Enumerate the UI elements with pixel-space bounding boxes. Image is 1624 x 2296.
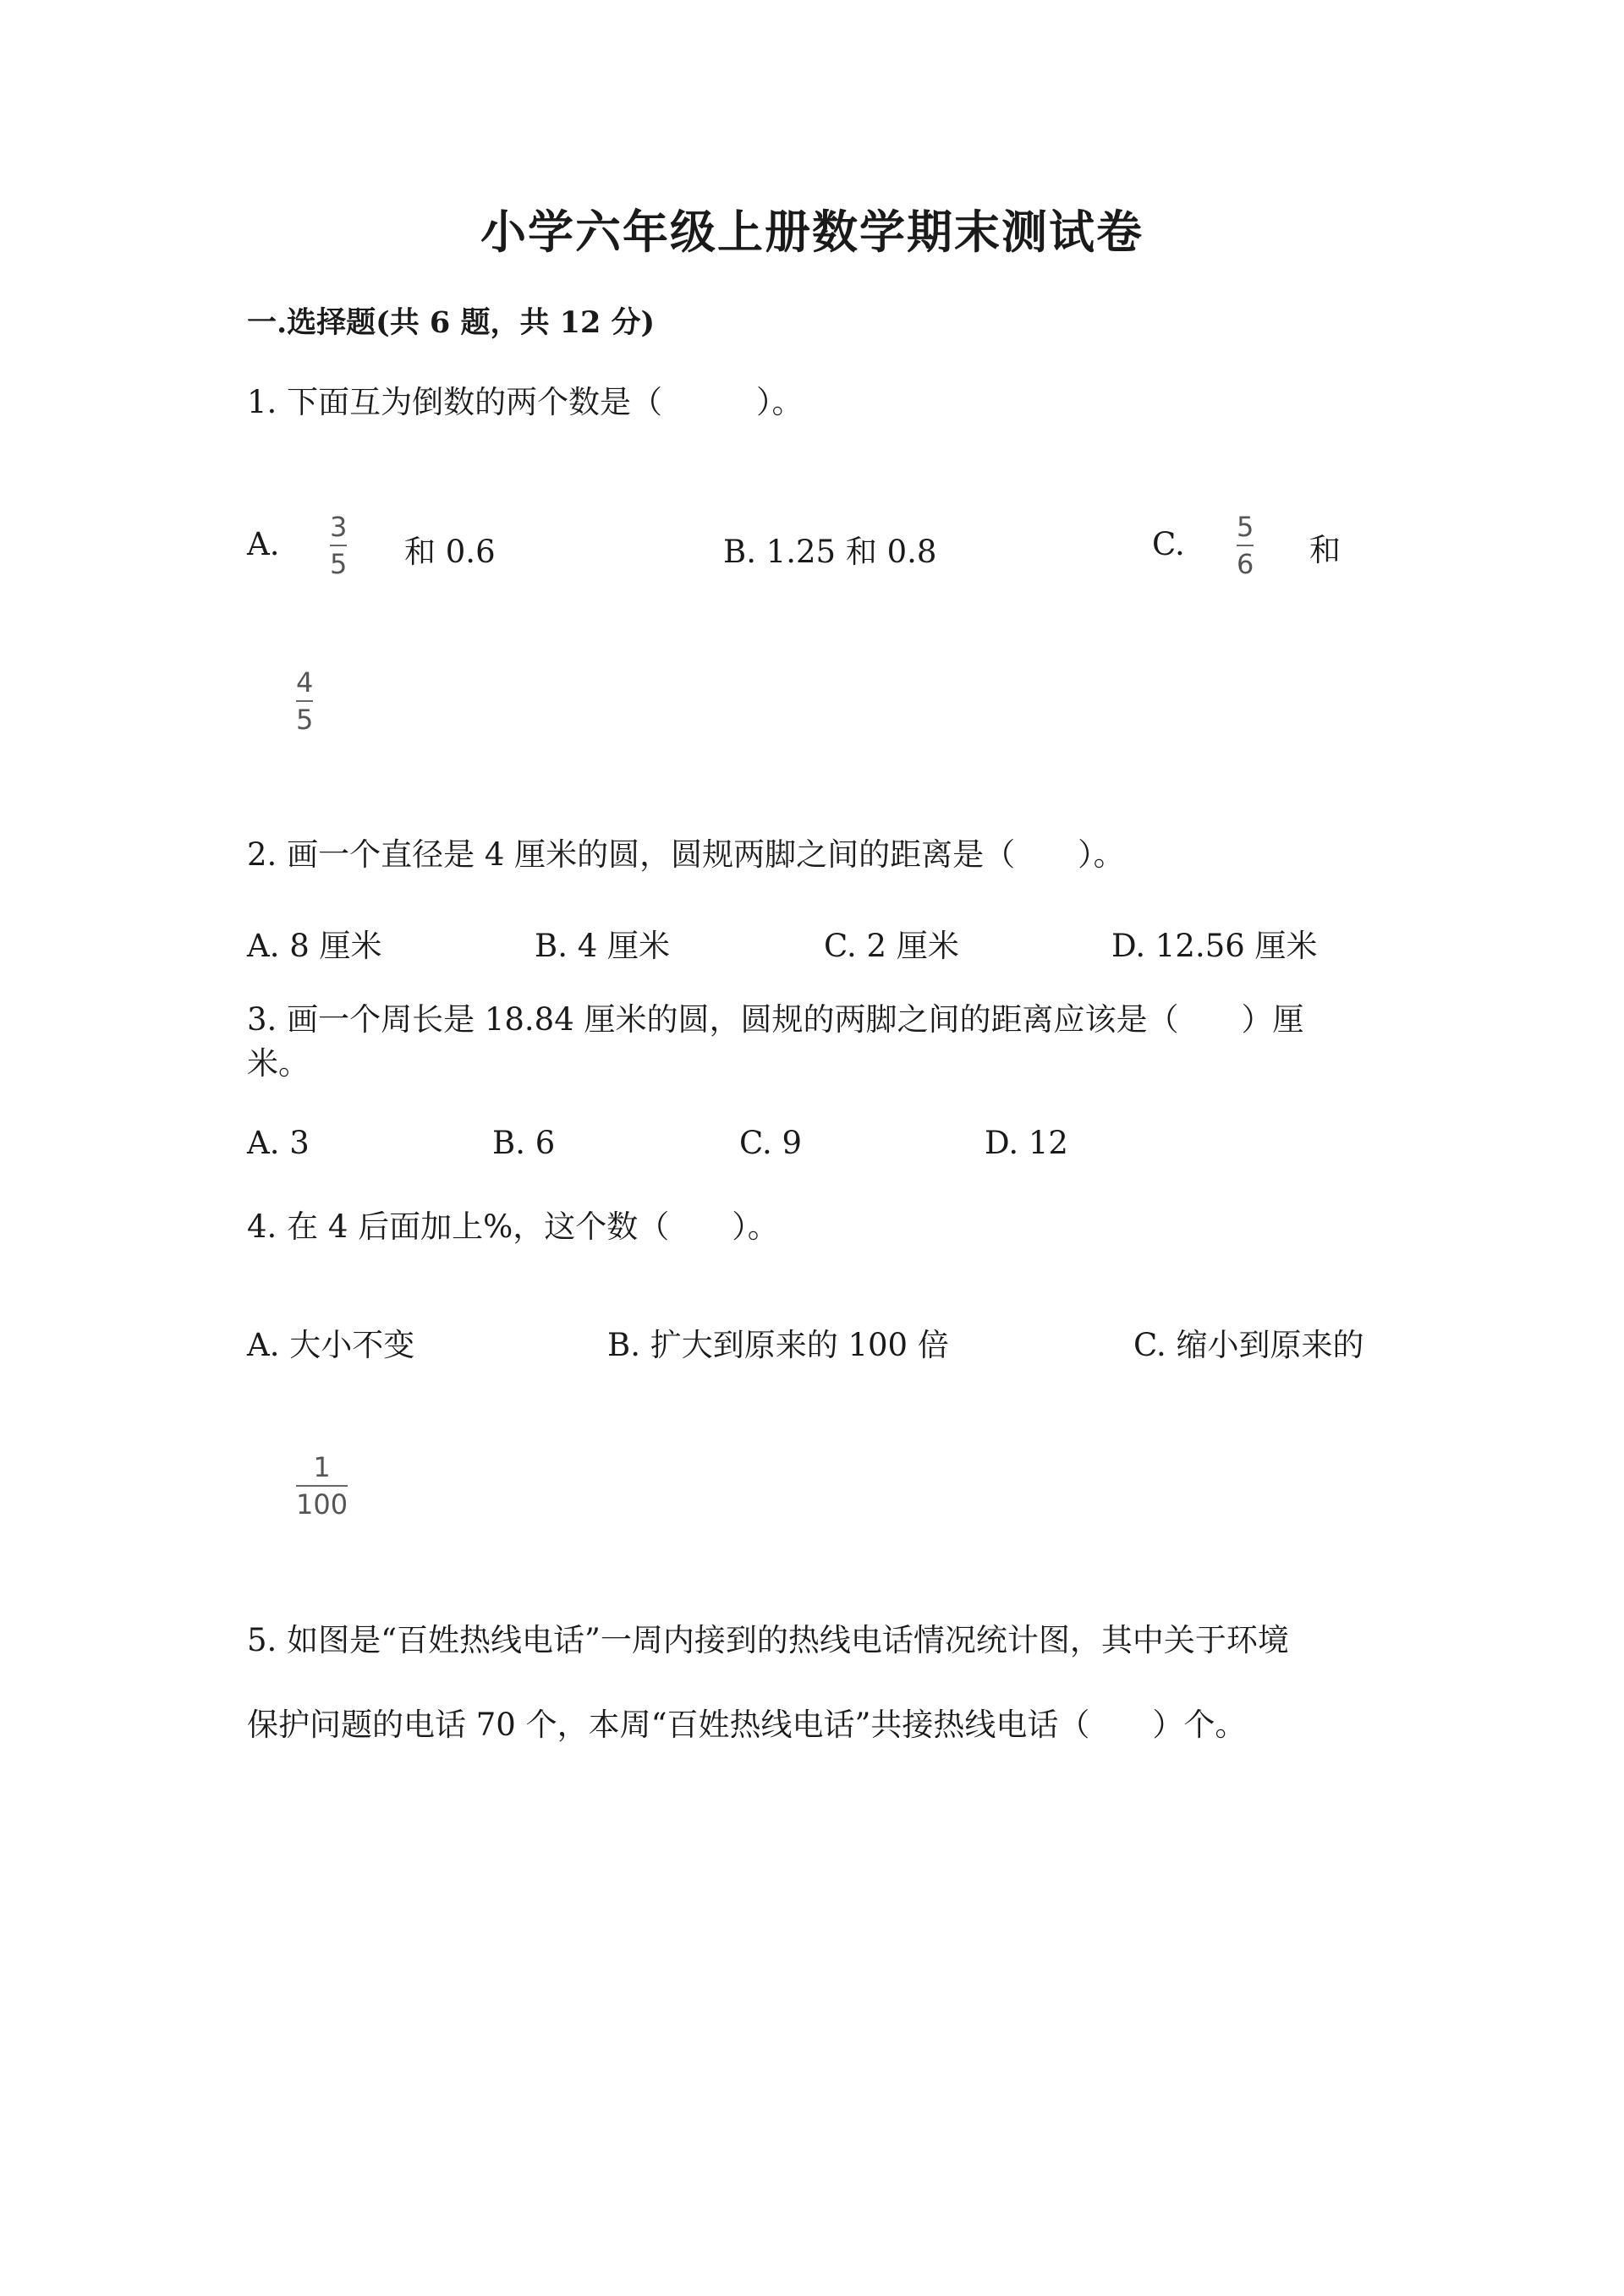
section-heading-choice: 一.选择题(共 6 题，共 12 分) xyxy=(247,305,656,340)
question-5-stem-line-1: 5. 如图是“百姓热线电话”一周内接到的热线电话情况统计图，其中关于环境 xyxy=(247,1622,1289,1658)
fraction-denominator: 5 xyxy=(330,548,348,580)
fraction-bar xyxy=(296,700,313,702)
q2-option-c: C. 2 厘米 xyxy=(824,928,959,964)
question-2-stem: 2. 画一个直径是 4 厘米的圆，圆规两脚之间的距离是（ ）。 xyxy=(247,836,1125,873)
q1-option-a-text: 和 0.6 xyxy=(404,534,496,570)
q4-option-a: A. 大小不变 xyxy=(247,1327,415,1363)
q3-option-a: A. 3 xyxy=(247,1125,310,1161)
question-3-stem-line-1: 3. 画一个周长是 18.84 厘米的圆，圆规的两脚之间的距离应该是（ ）厘 xyxy=(247,1001,1304,1038)
question-3-stem-line-2: 米。 xyxy=(247,1045,310,1082)
q2-option-d: D. 12.56 厘米 xyxy=(1111,928,1318,964)
fraction-bar xyxy=(296,1485,348,1487)
fraction-denominator: 6 xyxy=(1237,548,1254,580)
q4-option-b: B. 扩大到原来的 100 倍 xyxy=(607,1327,949,1363)
question-1-stem: 1. 下面互为倒数的两个数是（ ）。 xyxy=(247,384,804,420)
q2-option-a: A. 8 厘米 xyxy=(247,928,382,964)
q1-option-b: B. 1.25 和 0.8 xyxy=(723,534,937,570)
q1-option-c-label: C. xyxy=(1152,526,1185,562)
q1-option-c-fraction xyxy=(1237,511,1254,580)
q3-option-d: D. 12 xyxy=(985,1125,1068,1161)
q1-option-a-fraction xyxy=(330,511,347,580)
fraction-bar xyxy=(330,545,347,546)
question-5-stem-line-2: 保护问题的电话 70 个，本周“百姓热线电话”共接热线电话（ ）个。 xyxy=(247,1707,1247,1743)
page-title: 小学六年级上册数学期末测试卷 xyxy=(480,205,1144,259)
fraction-bar xyxy=(1237,545,1254,546)
q2-option-b: B. 4 厘米 xyxy=(535,928,671,964)
q4-option-c-fraction xyxy=(296,1451,348,1521)
fraction-denominator: 5 xyxy=(296,704,314,736)
q1-option-c-text: 和 xyxy=(1309,532,1341,568)
fraction-numerator: 1 xyxy=(313,1451,331,1483)
q4-option-c: C. 缩小到原来的 xyxy=(1133,1327,1364,1363)
q1-option-a-label: A. xyxy=(247,526,280,562)
fraction-numerator: 4 xyxy=(296,666,314,699)
fraction-numerator: 5 xyxy=(1237,511,1254,543)
fraction-numerator: 3 xyxy=(330,511,348,543)
q3-option-b: B. 6 xyxy=(492,1125,556,1161)
question-4-stem: 4. 在 4 后面加上%，这个数（ ）。 xyxy=(247,1208,779,1245)
q1-option-c-fraction-2 xyxy=(296,666,313,736)
q3-option-c: C. 9 xyxy=(739,1125,803,1161)
fraction-denominator: 100 xyxy=(296,1488,348,1521)
